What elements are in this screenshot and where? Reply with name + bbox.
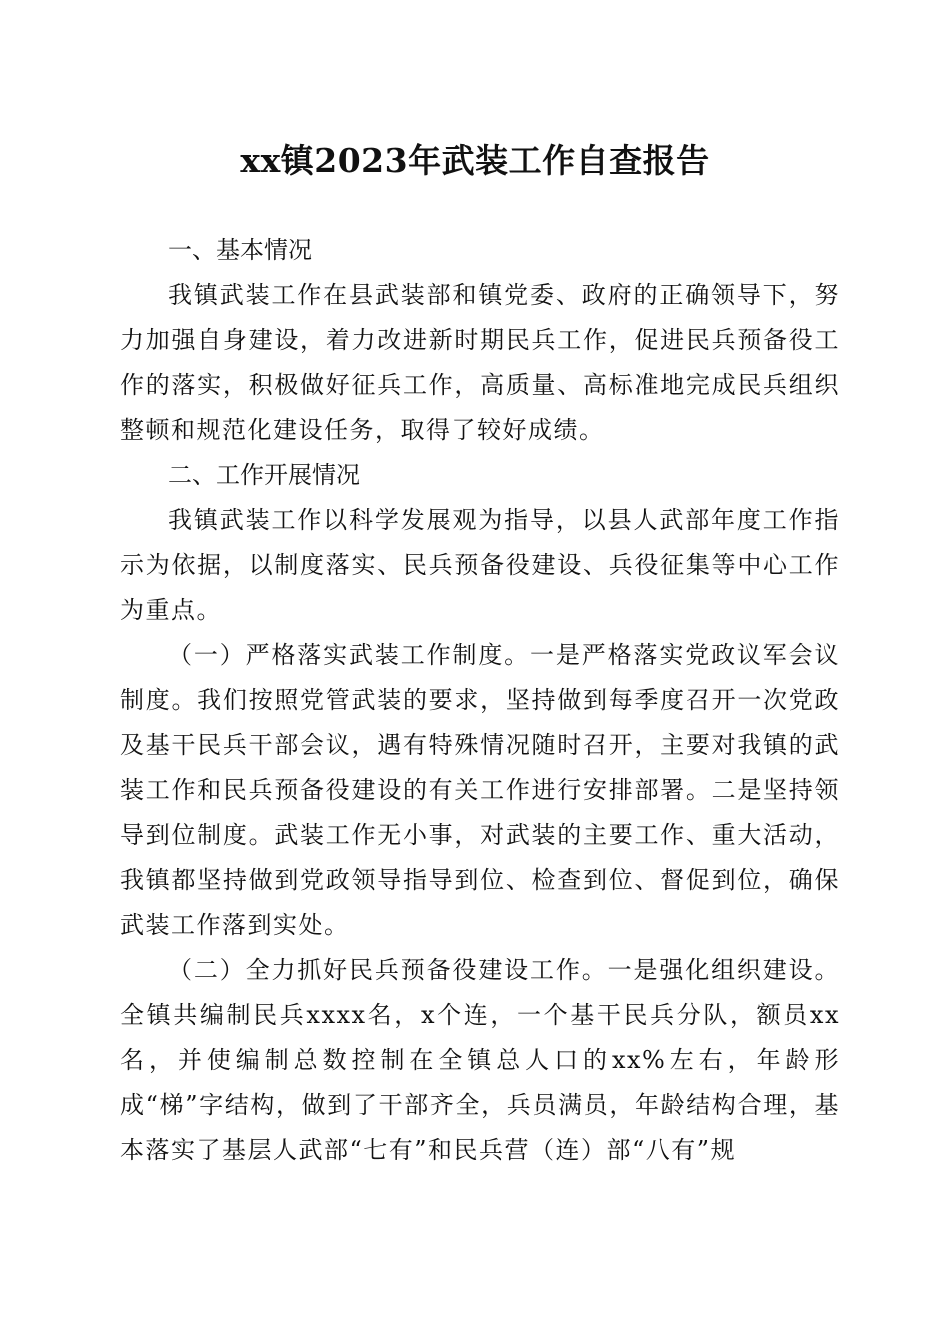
document-body [120, 228, 840, 1173]
section-paragraph-work: 我镇武装工作以科学发展观为指导，以县人武部年度工作指示为依据，以制度落实、民兵预备役建设、兵役征集等中心工作为重点。 [120, 506, 840, 624]
subsection-paragraph-militia [120, 948, 840, 1173]
subsection-body-militia: 一是强化组织建设。全镇共编制民兵xxxx名，x个连，一个基干民兵分队，额员xx名，并使编制总数控制在全镇总人口的xx%左右，年龄形成“梯”字结构，做到了干部齐全，兵员满员，年龄结构合理，基本落实了基层人武部“七有”和民兵营（连）部“八有”规 [120, 956, 841, 1164]
section-heading-basic: 一、基本情况 [168, 236, 312, 264]
section-paragraph-basic: 我镇武装工作在县武装部和镇党委、政府的正确领导下，努力加强自身建设，着力改进新时期民兵工作，促进民兵预备役工作的落实，积极做好征兵工作，高质量、高标准地完成民兵组织整顿和规范化建设任务，取得了较好成绩。 [120, 281, 840, 444]
document-title: xx镇2023年武装工作自查报告 [240, 141, 710, 180]
subsection-body-system: 一是严格落实党政议军会议制度。我们按照党管武装的要求，坚持做到每季度召开一次党政及基干民兵干部会议，遇有特殊情况随时召开，主要对我镇的武装工作和民兵预备役建设的有关工作进行安排部署。二是坚持领导到位制度。武装工作无小事，对武装的主要工作、重大活动，我镇都坚持做到党政领导指导到位、检查到位、督促到位，确保武装工作落到实处。 [120, 641, 841, 939]
subsection-paragraph-system [120, 633, 840, 948]
subsection-lead-system: （一）严格落实武装工作制度。 [168, 641, 531, 669]
section-heading-work: 二、工作开展情况 [168, 461, 360, 489]
subsection-lead-militia: （二）全力抓好民兵预备役建设工作。 [168, 956, 608, 984]
